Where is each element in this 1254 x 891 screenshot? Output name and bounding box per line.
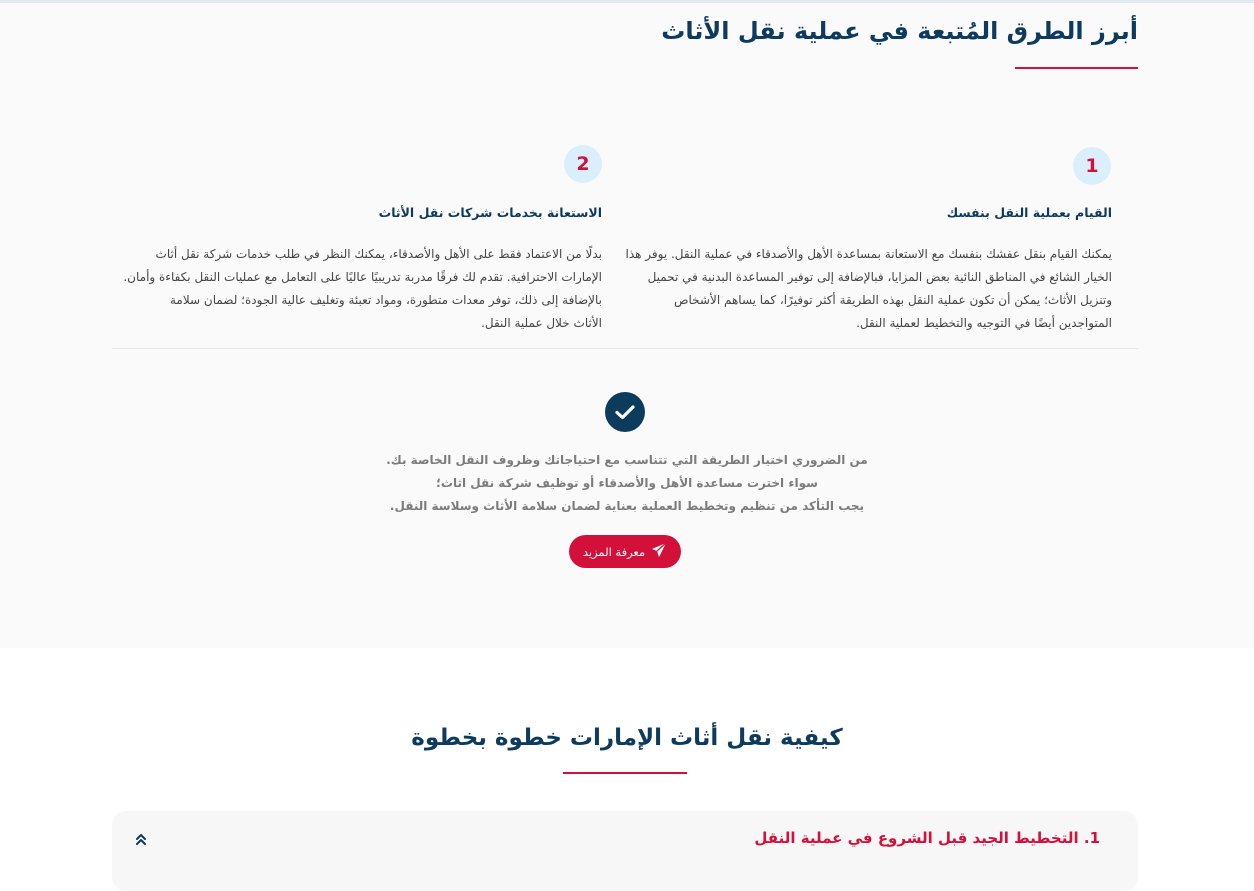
methods-section-title: أبرز الطرق المُتبعة في عملية نقل الأثاث [661, 17, 1138, 45]
method-number-badge: 2 [564, 145, 602, 183]
method-description-line: يمكنك القيام بنقل عفشك بنفسك مع الاستعانة بمساعدة الأهل والأصدقاء في عملية النقل. يوفر هذا [625, 247, 1112, 261]
advice-line: من الضروري اختيار الطريقة التي تتناسب مع احتياجاتك وظروف النقل الخاصة بك. [386, 453, 868, 467]
method-number-badge: 1 [1073, 147, 1111, 185]
method-description-line: الأثاث خلال عملية النقل. [481, 316, 602, 330]
method-description-line: بالإضافة إلى ذلك، توفر معدات متطورة، ومواد تعبئة وتغليف عالية الجودة؛ لضمان سلامة [170, 293, 602, 307]
double-chevron-up-icon[interactable] [134, 831, 148, 847]
accordion-title: 1. التخطيط الجيد قبل الشروع في عملية النقل [754, 829, 1100, 847]
title-underline [563, 772, 687, 774]
method-description [123, 243, 602, 335]
method-description-line: وتنزيل الأثاث؛ يمكن أن تكون عملية النقل بهذه الطريقة أكثر توفيرًا، كما يساهم الأشخاص [674, 293, 1112, 307]
steps-section-title: كيفية نقل أثاث الإمارات خطوة بخطوة [411, 725, 843, 751]
method-title: القيام بعملية النقل بنفسك [946, 205, 1112, 220]
advice-note [0, 449, 1254, 518]
method-description-line: الإمارات الاحترافية. تقدم لك فرقًا مدربة تدريبيًا عاليًا على التعامل مع عمليات النقل بكفاءة وأمان. [123, 270, 602, 284]
title-underline [1015, 67, 1138, 69]
check-icon [605, 392, 645, 432]
step-accordion[interactable] [112, 811, 1138, 891]
advice-line: سواء اخترت مساعدة الأهل والأصدقاء أو توظيف شركة نقل اثاث؛ [436, 476, 818, 490]
section-divider [112, 348, 1138, 349]
learn-more-button[interactable] [569, 535, 681, 568]
paper-plane-icon [651, 542, 667, 561]
method-description-line: الخيار الشائع في المناطق النائية بعض المزايا، فبالإضافة إلى توفير المساعدة البدنية في تحميل [647, 270, 1112, 284]
method-description [626, 243, 1113, 335]
method-description-line: المتواجدين أيضًا في التوجيه والتخطيط لعملية النقل. [856, 316, 1112, 330]
advice-line: يجب التأكد من تنظيم وتخطيط العملية بعناية لضمان سلامة الأثاث وسلاسة النقل. [389, 499, 865, 513]
learn-more-label: معرفة المزيد [582, 544, 646, 559]
method-title: الاستعانة بخدمات شركات نقل الأثاث [378, 205, 602, 220]
method-description-line: بدلًا من الاعتماد فقط على الأهل والأصدقاء، يمكنك النظر في طلب خدمات شركة نقل أثاث [155, 247, 602, 261]
